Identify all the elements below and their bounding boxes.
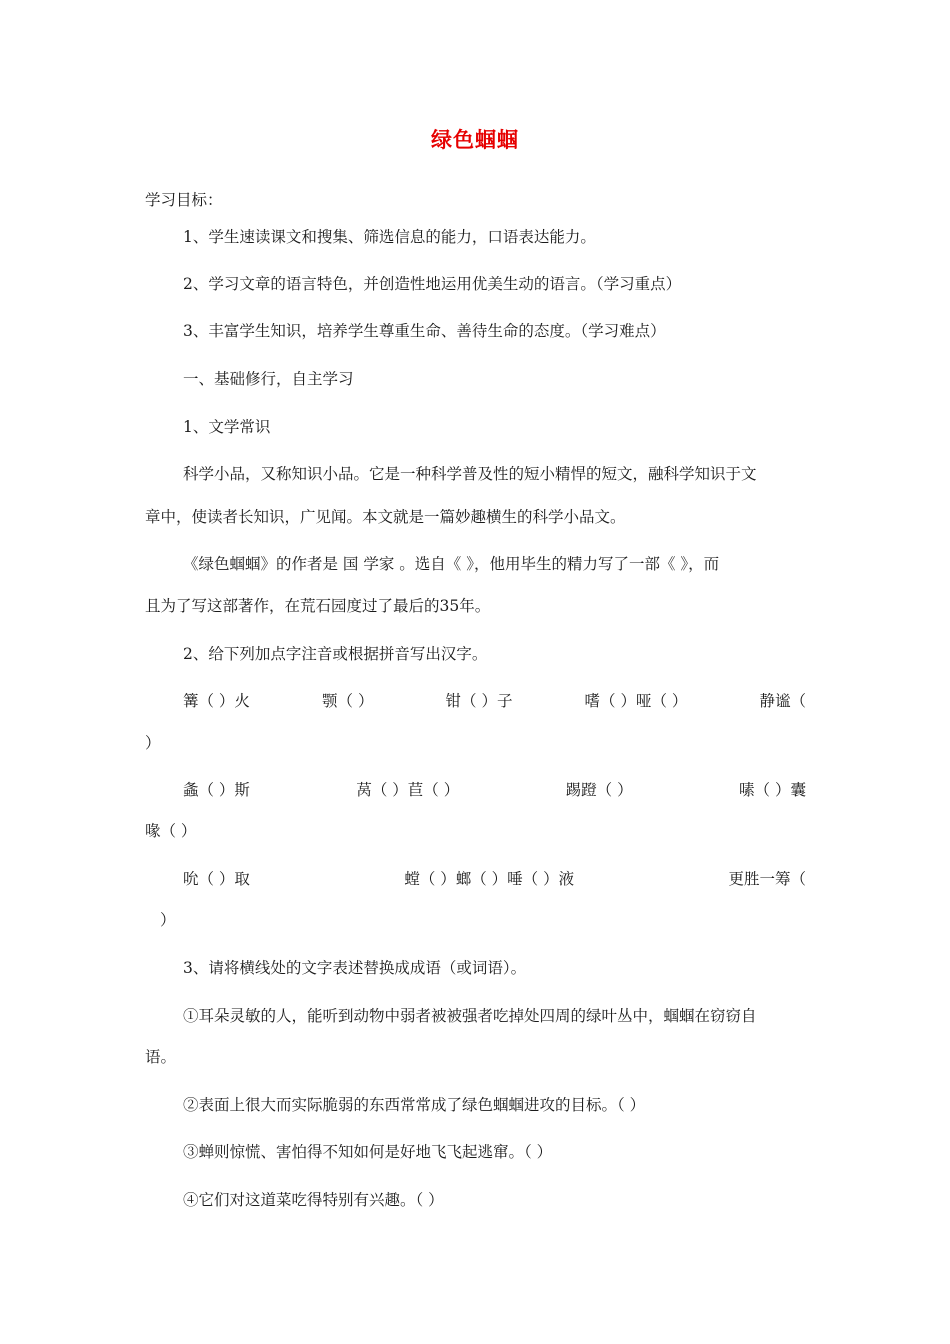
literature-para2-line1: 《绿色蝈蝈》的作者是 国 学家 。选自《 》，他用毕生的精力写了一部《 》，而 (183, 555, 720, 573)
pinyin-item: 嗉（ ）囊 (739, 781, 806, 799)
idiom-item-3: ③蝉则惊慌、害怕得不知如何是好地飞飞起逃窜。（ ） (183, 1143, 553, 1161)
pinyin-item: 颚（ ） (322, 692, 374, 710)
pinyin-row-3 (183, 869, 806, 889)
pinyin-heading: 2、给下列加点字注音或根据拼音写出汉字。 (183, 645, 488, 663)
objective-item-1: 1、学生速读课文和搜集、筛选信息的能力，口语表达能力。 (183, 228, 596, 246)
objective-item-2: 2、学习文章的语言特色，并创造性地运用优美生动的语言。（学习重点） (183, 275, 682, 293)
pinyin-row-1-wrap: ） (145, 734, 161, 752)
pinyin-item: 螽（ ）斯 (183, 781, 250, 799)
pinyin-item: 莴（ ）苣（ ） (356, 781, 460, 799)
document-title: 绿色蝈蝈 (431, 128, 519, 152)
pinyin-row-2 (183, 780, 806, 800)
literature-para2-line2: 且为了写这部著作，在荒石园度过了最后的35年。 (145, 597, 491, 615)
idiom-heading: 3、请将横线处的文字表述替换成成语（或词语）。 (183, 959, 527, 977)
pinyin-row-2-wrap: 喙（ ） (145, 822, 197, 840)
objective-item-3: 3、丰富学生知识，培养学生尊重生命、善待生命的态度。（学习难点） (183, 322, 666, 340)
pinyin-item: 吮（ ）取 (183, 870, 250, 888)
literature-para1-line1: 科学小品，又称知识小品。它是一种科学普及性的短小精悍的短文，融科学知识于文 (183, 465, 757, 483)
pinyin-item: 踢蹬（ ） (565, 781, 633, 799)
idiom-item-2: ②表面上很大而实际脆弱的东西常常成了绿色蝈蝈进攻的目标。（ ） (183, 1096, 646, 1114)
pinyin-item: 更胜一筹（ (728, 870, 806, 888)
pinyin-item: 嗜（ ）哑（ ） (584, 692, 688, 710)
pinyin-item: 静谧（ (759, 692, 806, 710)
literature-heading: 1、文学常识 (183, 418, 271, 436)
pinyin-row-1 (183, 691, 806, 711)
literature-para1-line2: 章中，使读者长知识，广见闻。本文就是一篇妙趣横生的科学小品文。 (145, 508, 626, 526)
idiom-item-1-line1: ①耳朵灵敏的人，能听到动物中弱者被被强者吃掉处四周的绿叶丛中，蝈蝈在窃窃自 (183, 1007, 757, 1025)
pinyin-item: 螳（ ）螂（ ）唾（ ）液 (404, 870, 575, 888)
pinyin-row-3-wrap: ） (160, 911, 176, 929)
pinyin-item: 钳（ ）子 (445, 692, 513, 710)
section-heading: 一、基础修行，自主学习 (183, 370, 354, 388)
objectives-heading: 学习目标： (145, 191, 223, 209)
idiom-item-1-line2: 语。 (145, 1048, 177, 1066)
pinyin-item: 篝（ ）火 (183, 692, 250, 710)
idiom-item-4: ④它们对这道菜吃得特别有兴趣。（ ） (183, 1191, 444, 1209)
